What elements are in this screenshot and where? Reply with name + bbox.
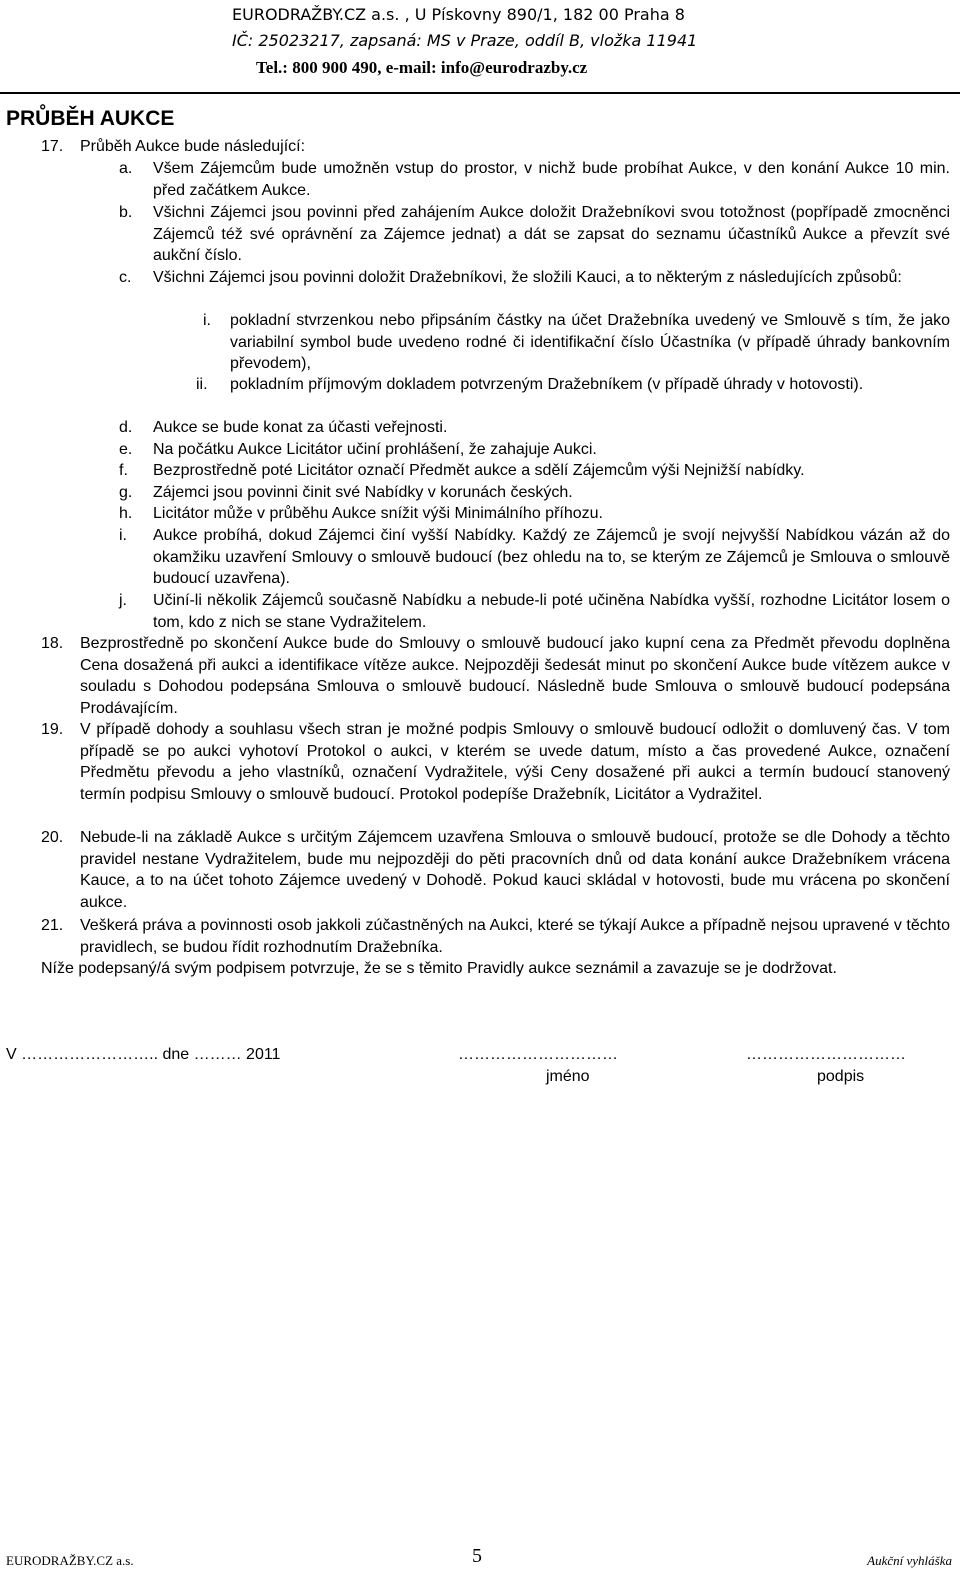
item-letter: b.	[119, 204, 133, 221]
item-number: 20.	[41, 829, 64, 846]
item-text: Aukce probíhá, dokud Zájemci činí vyšší Nabídky. Každý ze Zájemců je svojí nejvyšší Nabídkou vázán až do okamžiku uzavření Smlouvy o smlouvě budoucí (bez ohledu na to, se kterým ze Zájemců je Smlouva o smlouvě budoucí uzavřena).	[153, 527, 950, 587]
item-text: Všichni Zájemci jsou povinni doložit Dražebníkovi, že složili Kauci, a to některým z následujících způsobů:	[153, 269, 902, 286]
item-text: Bezprostředně po skončení Aukce bude do Smlouvy o smlouvě budoucí jako kupní cena za Předmět převodu doplněna Cena dosažená při aukci a identifikace vítěze aukce. Nejpozději šedesát minut po skončení Aukce bude vítězem aukce v souladu s Dohodou podepsána Smlouva o smlouvě budoucí. Následně bude Smlouva o smlouvě budoucí podepsána Prodávajícím.	[80, 635, 950, 717]
footer-company: EURODRAŽBY.CZ a.s.	[6, 1553, 134, 1568]
place-date-field: V …………………….. dne ……… 2011	[6, 1046, 281, 1063]
item-letter: j.	[119, 592, 127, 609]
item-letter: d.	[119, 419, 133, 436]
item-text: pokladní stvrzenkou nebo připsáním částky na účet Dražebníka uvedený ve Smlouvě s tím, že jako variabilní symbol bude uvedeno rodné či identifikační číslo Účastníka (v případě úhrady bankovním převodem),	[230, 312, 950, 372]
item-letter: a.	[119, 160, 133, 177]
item-letter: e.	[119, 441, 133, 458]
item-number: 17.	[41, 138, 64, 155]
item-text: Všichni Zájemci jsou povinni před zahájením Aukce doložit Dražebníkovi svou totožnost (popřípadě zmocněnci Zájemců též své oprávnění za Zájemce jednat) a dát se zapsat do seznamu účastníků Aukce a převzít své aukční číslo.	[153, 204, 950, 264]
item-letter: c.	[119, 269, 132, 286]
name-label: jméno	[546, 1068, 590, 1085]
page-footer	[0, 1544, 960, 1574]
subitem-number: ii.	[196, 376, 208, 393]
item-number: 18.	[41, 635, 64, 652]
item-text: V případě dohody a souhlasu všech stran je možné podpis Smlouvy o smlouvě budoucí odložit o domluvený čas. V tom případě se po aukci vyhotoví Protokol o aukci, v kterém se uvede datum, místo a čas provedené Aukce, označení Předmětu převodu a jeho vlastníků, označení Vydražitele, výši Ceny dosažené při aukci a termín budoucí stanovený termín podpisu Smlouvy o smlouvě budoucí. Protokol podepíše Dražebník, Licitátor a Vydražitel.	[80, 721, 950, 803]
item-number: 21.	[41, 917, 64, 934]
item-letter: f.	[119, 462, 128, 479]
item-text: Zájemci jsou povinni činit své Nabídky v korunách českých.	[153, 484, 573, 501]
signature-line: …………………………	[746, 1046, 906, 1063]
item-text: Průběh Aukce bude následující:	[80, 138, 306, 155]
item-letter: h.	[119, 505, 133, 522]
item-text: Nebude-li na základě Aukce s určitým Zájemcem uzavřena Smlouva o smlouvě budoucí, protože se dle Dohody a těchto pravidel nestane Vydražitelem, bude mu nejpozději do pěti pracovních dnů od data konání aukce Dražebníkem vrácena Kauce, a to na účet tohoto Zájemce uvedený v Dohodě. Pokud kauci skládal v hotovosti, bude mu vrácena po skončení aukce.	[80, 829, 950, 911]
closing-statement: Níže podepsaný/á svým podpisem potvrzuje, že se s těmito Pravidly aukce seznámil a zavazuje se je dodržovat.	[41, 960, 837, 977]
subitem-number: i.	[203, 312, 211, 329]
item-letter: g.	[119, 484, 133, 501]
item-text: Bezprostředně poté Licitátor označí Předmět aukce a sdělí Zájemcům výši Nejnižší nabídky.	[153, 462, 805, 479]
section-title: PRŮBĚH AUKCE	[6, 107, 175, 130]
header-divider	[0, 92, 960, 94]
item-text: Všem Zájemcům bude umožněn vstup do prostor, v nichž bude probíhat Aukce, v den konání Aukce 10 min. před začátkem Aukce.	[153, 160, 950, 199]
name-signature-line: …………………………	[458, 1046, 618, 1063]
item-letter: i.	[119, 527, 127, 544]
item-number: 19.	[41, 721, 64, 738]
item-text: Licitátor může v průběhu Aukce snížit výši Minimálního příhozu.	[153, 505, 603, 522]
item-text: Učiní-li několik Zájemců současně Nabídku a nebude-li poté učiněna Nabídka vyšší, rozhodne Licitátor losem o tom, kdo z nich se stane Vydražitelem.	[153, 592, 950, 631]
page-number: 5	[472, 1545, 482, 1567]
item-text: pokladním příjmovým dokladem potvrzeným Dražebníkem (v případě úhrady v hotovosti).	[230, 376, 864, 393]
item-text: Na počátku Aukce Licitátor učiní prohlášení, že zahajuje Aukci.	[153, 441, 597, 458]
signature-label: podpis	[817, 1068, 865, 1085]
item-text: Veškerá práva a povinnosti osob jakkoli zúčastněných na Aukci, které se týkají Aukce a případně nejsou upravené v těchto pravidlech, se budou řídit rozhodnutím Dražebníka.	[80, 917, 950, 956]
item-text: Aukce se bude konat za účasti veřejnosti.	[153, 419, 448, 436]
footer-document-name: Aukční vyhláška	[867, 1553, 952, 1568]
